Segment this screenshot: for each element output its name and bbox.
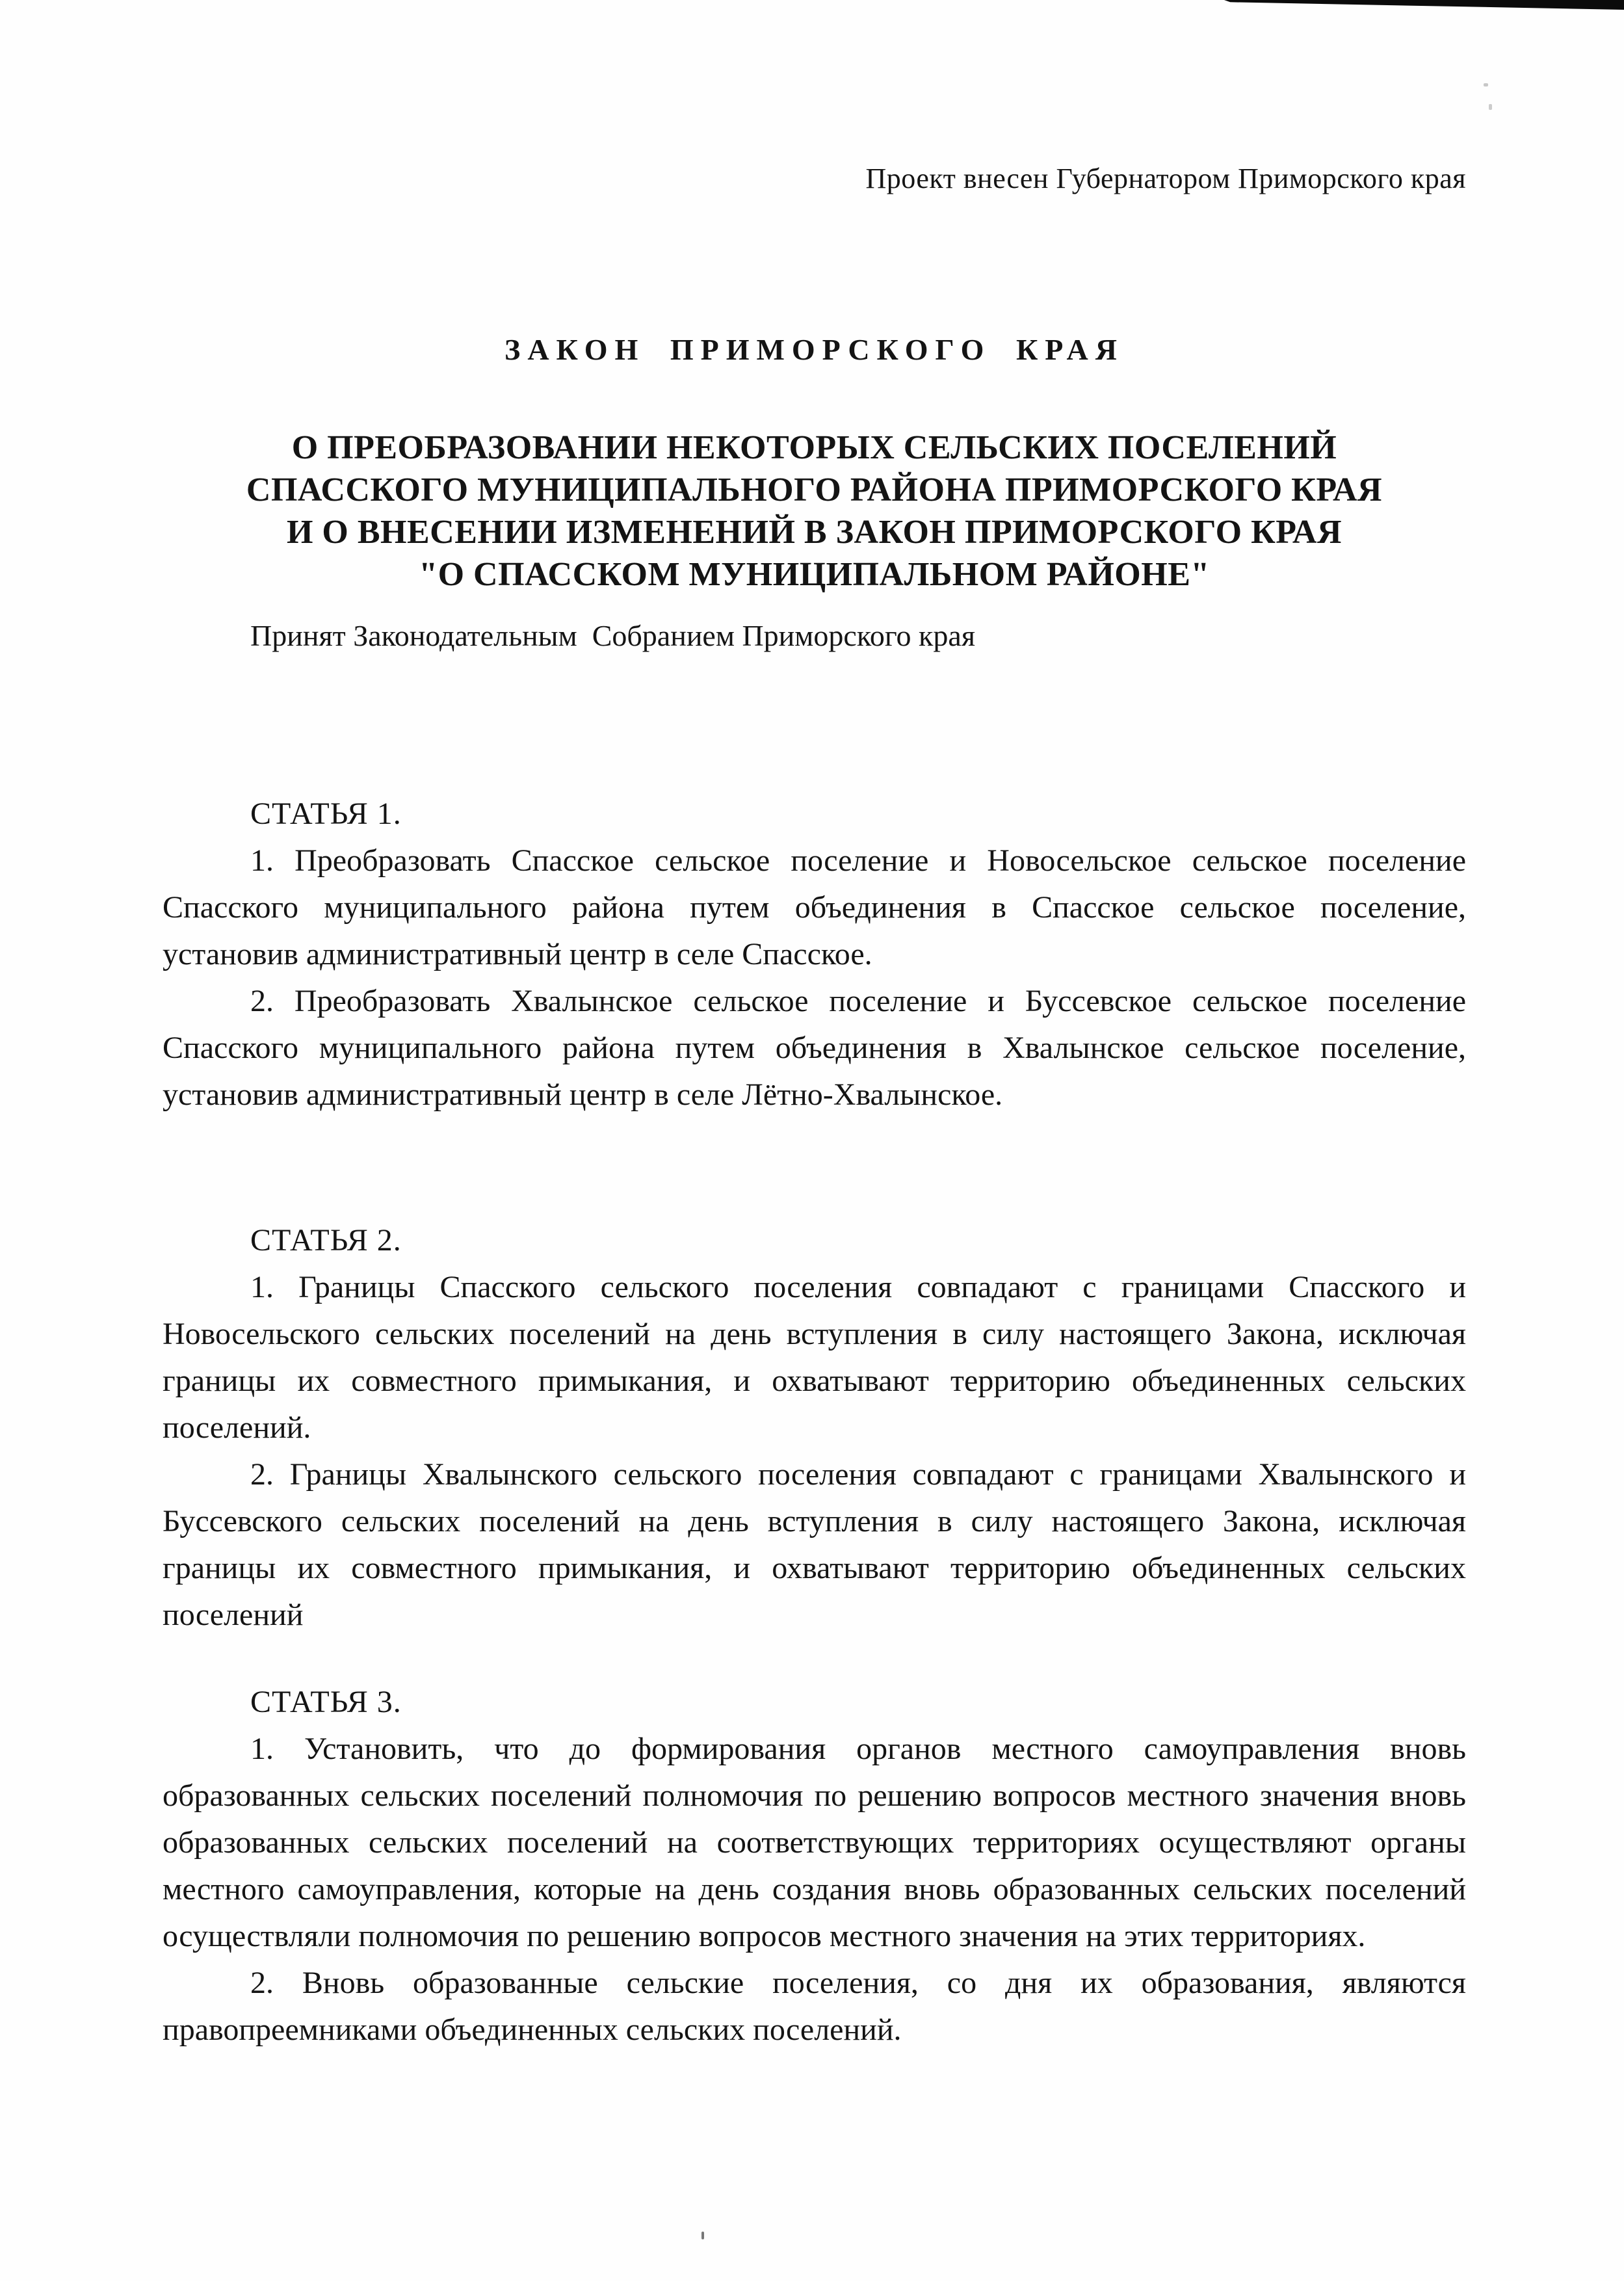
law-subtitle — [163, 427, 1466, 596]
subtitle-line-2: СПАССКОГО МУНИЦИПАЛЬНОГО РАЙОНА ПРИМОРСКОГО КРАЯ — [246, 471, 1383, 508]
article-3-paragraph-2: 2. Вновь образованные сельские поселения, со дня их образования, являются правопреемниками объединенных сельских поселений. — [163, 1966, 1466, 2047]
article-1-paragraph-1: 1. Преобразовать Спасское сельское поселение и Новосельское сельское поселение Спасского муниципального района путем объединения в Спасское сельское поселение, установив административный центр в селе Спасское. — [163, 843, 1466, 971]
scan-speck — [1484, 83, 1488, 86]
subtitle-line-1: О ПРЕОБРАЗОВАНИИ НЕКОТОРЫХ СЕЛЬСКИХ ПОСЕЛЕНИЙ — [291, 429, 1337, 466]
article-3 — [163, 1679, 1466, 2053]
article-1-heading: СТАТЬЯ 1. — [250, 797, 402, 831]
subtitle-line-4: "О СПАССКОМ МУНИЦИПАЛЬНОМ РАЙОНЕ" — [419, 556, 1210, 593]
article-3-paragraph-1: 1. Установить, что до формирования органов местного самоуправления вновь образованных сельских поселений полномочия по решению вопросов местного значения вновь образованных сельских поселений на соответствующих территориях осуществляют органы местного самоуправления, которые на день создания вновь образованных сельских поселений осуществляли полномочия по решению вопросов местного значения на этих территориях. — [163, 1732, 1466, 1953]
article-2-heading: СТАТЬЯ 2. — [250, 1223, 402, 1258]
article-2-paragraph-2: 2. Границы Хвалынского сельского поселения совпадают с границами Хвалынского и Буссевского сельских поселений на день вступления в силу настоящего Закона, исключая границы их совместного примыкания, и охватывают территорию объединенных сельских поселений — [163, 1457, 1466, 1632]
adopted-line: Принят Законодательным Собранием Приморского края — [250, 619, 975, 652]
article-1 — [163, 791, 1466, 1118]
header-note: Проект внесен Губернатором Приморского края — [865, 163, 1466, 194]
law-title: ЗАКОН ПРИМОРСКОГО КРАЯ — [504, 333, 1124, 366]
article-1-paragraph-2: 2. Преобразовать Хвалынское сельское поселение и Буссевское сельское поселение Спасского муниципального района путем объединения в Хвалынское сельское поселение, установив административный центр в селе Лётно-Хвалынское. — [163, 984, 1466, 1112]
subtitle-line-3: И О ВНЕСЕНИИ ИЗМЕНЕНИЙ В ЗАКОН ПРИМОРСКОГО КРАЯ — [286, 514, 1342, 551]
scan-artifact-bar — [1224, 0, 1624, 10]
article-3-heading: СТАТЬЯ 3. — [250, 1685, 402, 1719]
scan-speck — [1489, 104, 1492, 110]
scan-speck — [701, 2232, 704, 2239]
article-2-paragraph-1: 1. Границы Спасского сельского поселения совпадают с границами Спасского и Новосельского сельских поселений на день вступления в силу настоящего Закона, исключая границы их совместного примыкания, и охватывают территорию объединенных сельских поселений. — [163, 1270, 1466, 1445]
article-2 — [163, 1217, 1466, 1639]
